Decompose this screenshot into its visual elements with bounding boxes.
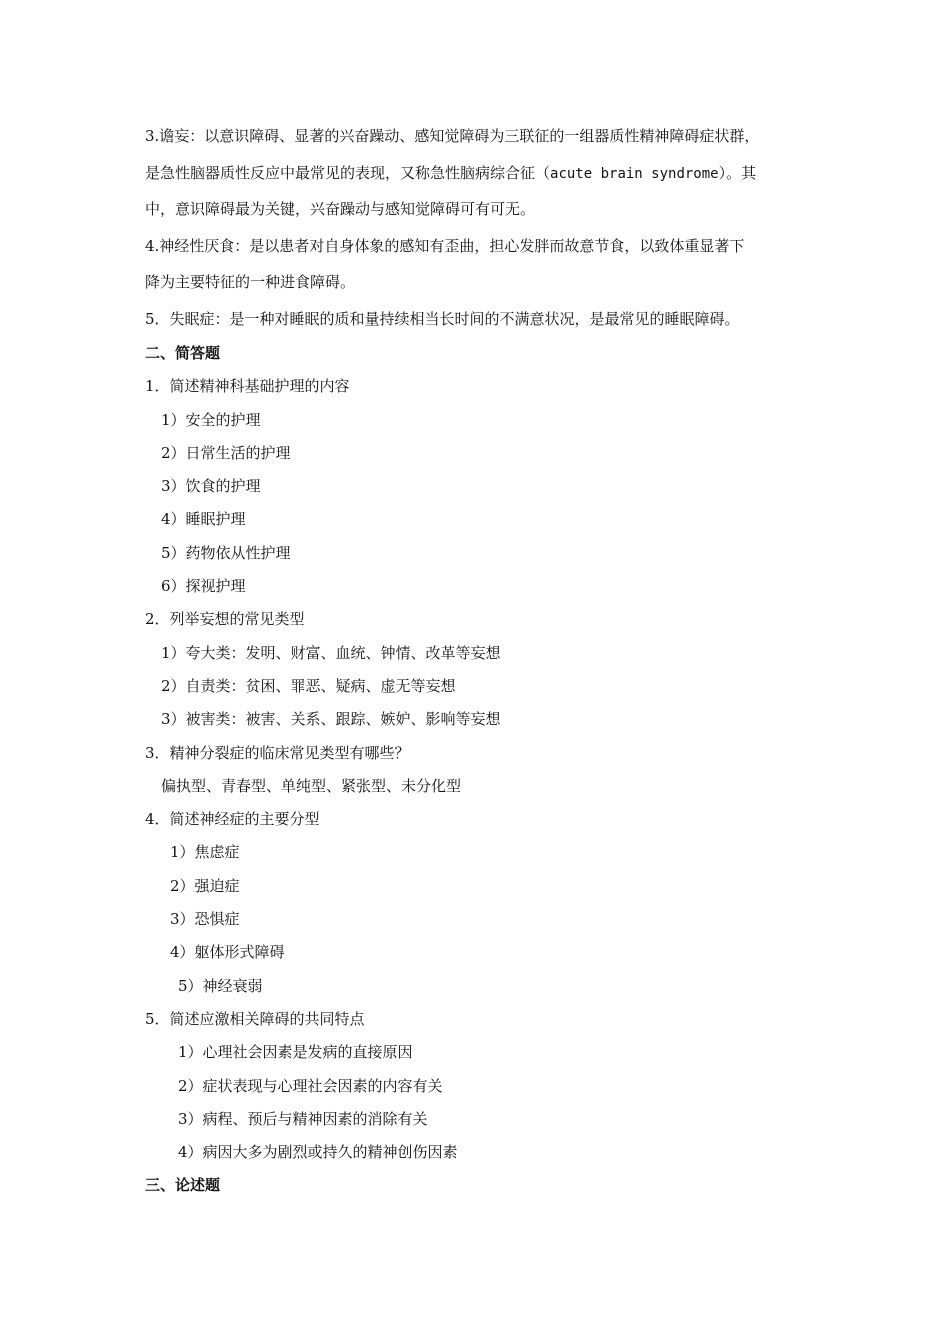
question-4-title: 4．简述神经症的主要分型 [145, 810, 320, 829]
section-heading-essay: 三、论述题 [145, 1176, 221, 1195]
list-item: 3）恐惧症 [170, 910, 240, 929]
list-item: 2）日常生活的护理 [161, 443, 291, 462]
definition-delirium-english: acute brain syndrome [550, 165, 719, 182]
list-item: 5）神经衰弱 [178, 976, 263, 995]
question-1-title: 1．简述精神科基础护理的内容 [145, 377, 350, 396]
question-3-answer: 偏执型、青春型、单纯型、紧张型、未分化型 [161, 776, 462, 795]
list-item: 6）探视护理 [161, 577, 246, 596]
list-item: 5）药物依从性护理 [161, 543, 291, 562]
definition-delirium-line-1: 3.谵妄：以意识障碍、显著的兴奋躁动、感知觉障碍为三联征的一组器质性精神障碍症状群， [145, 127, 760, 145]
question-5-title: 5．简述应激相关障碍的共同特点 [145, 1009, 365, 1028]
definition-delirium-line-2 [145, 155, 810, 192]
definitions-block [145, 118, 810, 337]
definition-insomnia-line-1: 5．失眠症：是一种对睡眠的质和量持续相当长时间的不满意状况，是最常见的睡眠障碍。 [145, 309, 740, 328]
definition-delirium-tail: ）。其 [718, 163, 757, 182]
list-item: 4）躯体形式障碍 [170, 943, 285, 962]
question-2-title: 2．列举妄想的常见类型 [145, 610, 305, 629]
list-item: 2）强迫症 [170, 876, 240, 895]
list-item: 4）病因大多为剧烈或持久的精神创伤因素 [178, 1143, 458, 1162]
definition-anorexia-line-2: 降为主要特征的一种进食障碍。 [145, 273, 356, 291]
list-item: 3）被害类：被害、关系、跟踪、嫉妒、影响等妄想 [161, 710, 501, 729]
definition-delirium-text: 是急性脑器质性反应中最常见的表现，又称急性脑病综合征（ [145, 163, 551, 182]
list-item: 1）焦虑症 [170, 843, 240, 862]
question-3-title: 3．精神分裂症的临床常见类型有哪些？ [145, 743, 410, 762]
list-item: 1）安全的护理 [161, 410, 261, 429]
list-item: 2）症状表现与心理社会因素的内容有关 [178, 1076, 443, 1095]
section-heading-short-answer: 二、简答题 [145, 344, 221, 362]
document-page [145, 118, 810, 1203]
definition-delirium-line-3: 中，意识障碍最为关键，兴奋躁动与感知觉障碍可有可无。 [145, 200, 536, 218]
list-item: 1）心理社会因素是发病的直接原因 [178, 1043, 413, 1062]
list-item: 4）睡眠护理 [161, 510, 246, 529]
list-item: 3）病程、预后与精神因素的消除有关 [178, 1109, 428, 1128]
list-item: 2）自责类：贫困、罪恶、疑病、虚无等妄想 [161, 676, 456, 695]
list-item: 3）饮食的护理 [161, 477, 261, 496]
definition-anorexia-line-1: 4.神经性厌食：是以患者对自身体象的感知有歪曲，担心发胖而故意节食，以致体重显著下 [145, 236, 745, 255]
list-item: 1）夸大类：发明、财富、血统、钟情、改革等妄想 [161, 643, 501, 662]
